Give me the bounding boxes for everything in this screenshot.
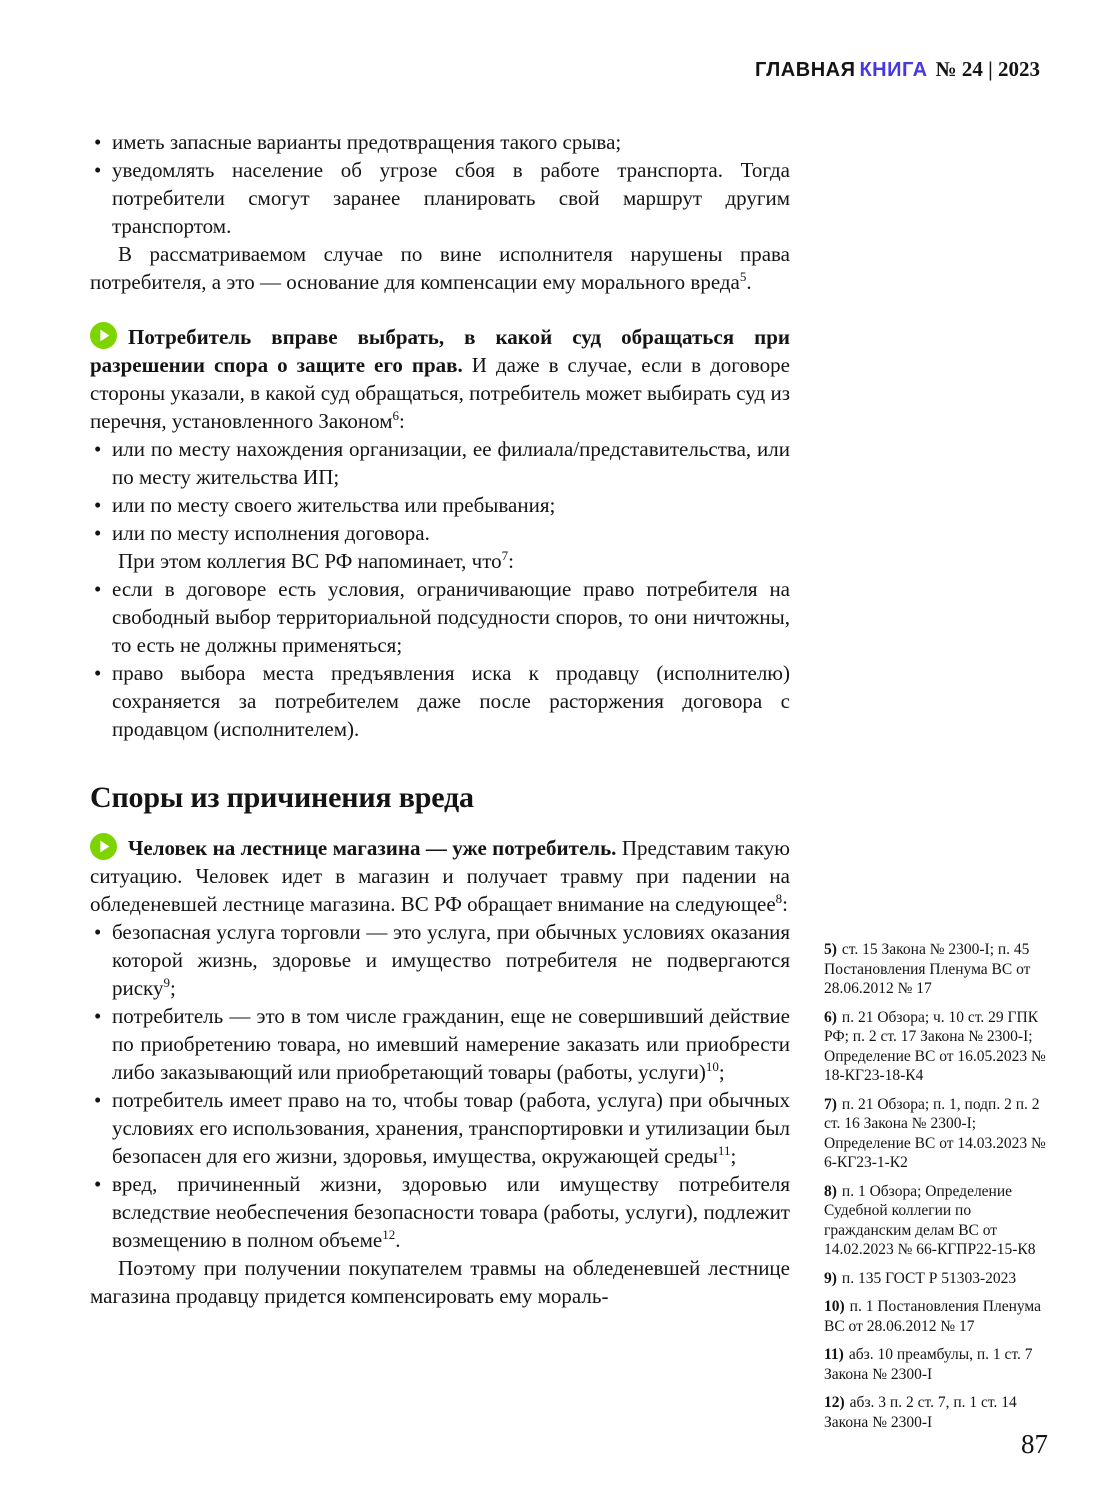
list-item: • или по месту своего жительства или пребывания; xyxy=(90,491,790,519)
issue-number: № 24 | 2023 xyxy=(935,57,1040,81)
magazine-title-main: ГЛАВНАЯ xyxy=(754,59,856,81)
footnotes-sidebar xyxy=(824,940,1050,1441)
lead-paragraph-shop-stairs xyxy=(90,833,790,918)
footnote-number: 7) xyxy=(824,1095,837,1113)
page-header xyxy=(755,57,1040,82)
bullet-list-consumer-safety xyxy=(90,918,790,1254)
play-icon xyxy=(90,833,117,860)
footnote xyxy=(824,1269,1050,1289)
footnote xyxy=(824,1008,1050,1086)
footnote-text: абз. 10 преамбулы, п. 1 ст. 7 Закона № 2300-I xyxy=(824,1346,1033,1383)
paragraph-moral-damage: В рассматриваемом случае по вине исполнителя нарушены права потребителя, а это — основание для компенсации ему морального вреда$^5$. xyxy=(90,242,790,294)
footnote xyxy=(824,1095,1050,1173)
bullet-list-prevention-measures xyxy=(90,128,790,240)
lead-text: Потребитель вправе выбрать, в какой суд обращаться при разрешении спора о защите его прав. И даже в случае, если в договоре стороны указали, в какой суд обращаться, потребитель может выбирать суд из перечня, установленного Законом$^6$: xyxy=(90,325,790,433)
lead-text: Человек на лестнице магазина — уже потребитель. Представим такую ситуацию. Человек идет в магазин и получает травму при падении на обледеневшей лестнице магазина. ВС РФ обращает внимание на следующее$^8$: xyxy=(90,836,790,916)
footnote-text: ст. 15 Закона № 2300-I; п. 45 Постановления Пленума ВС от 28.06.2012 № 17 xyxy=(824,941,1031,997)
footnote xyxy=(824,1345,1050,1384)
footnote xyxy=(824,1393,1050,1432)
footnote-text: п. 1 Обзора; Определение Судебной коллегии по гражданским делам ВС от 14.02.2023 № 66-КГПР22-15-К8 xyxy=(824,1182,1036,1258)
footnote-number: 11) xyxy=(824,1346,844,1363)
magazine-title-accent: КНИГА xyxy=(859,59,928,81)
footnote-text: п. 21 Обзора; ч. 10 ст. 29 ГПК РФ; п. 2 ст. 17 Закона № 2300-I; Определение ВС от 16.05.2023 № 18-КГ23-18-К4 xyxy=(824,1008,1046,1084)
section-heading: Споры из причинения вреда xyxy=(90,781,474,814)
list-item: • или по месту нахождения организации, ее филиала/представительства, или по месту жительства ИП; xyxy=(90,435,790,491)
footnote-number: 12) xyxy=(824,1394,845,1411)
list-item: • уведомлять население об угрозе сбоя в работе транспорта. Тогда потребители смогут заранее планировать свой маршрут другим транспортом. xyxy=(90,156,790,240)
list-item: • безопасная услуга торговли — это услуга, при обычных условиях оказания которой жизнь, здоровье и имущество потребителя не подвергаются риску$^9$; xyxy=(90,918,790,1002)
footnote-text: абз. 3 п. 2 ст. 7, п. 1 ст. 14 Закона № 2300-I xyxy=(824,1394,1017,1431)
list-item: • иметь запасные варианты предотвращения такого срыва; xyxy=(90,128,790,156)
article-body xyxy=(90,128,790,1310)
list-item: • или по месту исполнения договора. xyxy=(90,519,790,547)
list-item: • потребитель — это в том числе гражданин, еще не совершивший действие по приобретению товара, но имевший намерение заказать или приобрести либо заказывающий или приобретающий товары (работы, услуги)$^{10}$; xyxy=(90,1002,790,1086)
bullet-list-court-options xyxy=(90,435,790,547)
list-item: • право выбора места предъявления иска к продавцу (исполнителю) сохраняется за потребителем даже после расторжения договора с продавцом (исполнителем). xyxy=(90,659,790,743)
paragraph-conclusion: Поэтому при получении покупателем травмы на обледеневшей лестнице магазина продавцу придется компенсировать ему мораль- xyxy=(90,1256,790,1308)
footnote xyxy=(824,940,1050,999)
list-item: • вред, причиненный жизни, здоровью или имуществу потребителя вследствие необеспечения безопасности товара (работы, услуги), подлежит возмещению в полном объеме$^{12}$. xyxy=(90,1170,790,1254)
list-item: • потребитель имеет право на то, чтобы товар (работа, услуга) при обычных условиях его использования, хранения, транспортировки и утилизации был безопасен для его жизни, здоровья, имущества, окружающей среды$^{11}$; xyxy=(90,1086,790,1170)
footnote-number: 9) xyxy=(824,1269,837,1287)
list-item: • если в договоре есть условия, ограничивающие право потребителя на свободный выбор территориальной подсудности споров, то они ничтожны, то есть не должны применяться; xyxy=(90,575,790,659)
play-icon xyxy=(90,322,117,349)
footnote-number: 5) xyxy=(824,941,837,958)
footnote-number: 10) xyxy=(824,1298,845,1315)
footnote xyxy=(824,1182,1050,1260)
page-number: 87 xyxy=(1021,1429,1048,1459)
lead-paragraph-court-choice xyxy=(90,322,790,435)
paragraph-vs-rf-reminder: При этом коллегия ВС РФ напоминает, что$^7$: xyxy=(118,548,514,573)
footnote-number: 8) xyxy=(824,1182,837,1200)
footnote xyxy=(824,1297,1050,1336)
footnote-number: 6) xyxy=(824,1008,837,1026)
footnote-text: п. 21 Обзора; п. 1, подп. 2 п. 2 ст. 16 Закона № 2300-I; Определение ВС от 14.03.2023 № 6-КГ23-1-К2 xyxy=(824,1095,1046,1171)
footnote-text: п. 1 Постановления Пленума ВС от 28.06.2012 № 17 xyxy=(824,1298,1041,1335)
bullet-list-vs-rf-points xyxy=(90,575,790,743)
footnote-text: п. 135 ГОСТ Р 51303-2023 xyxy=(841,1269,1017,1287)
